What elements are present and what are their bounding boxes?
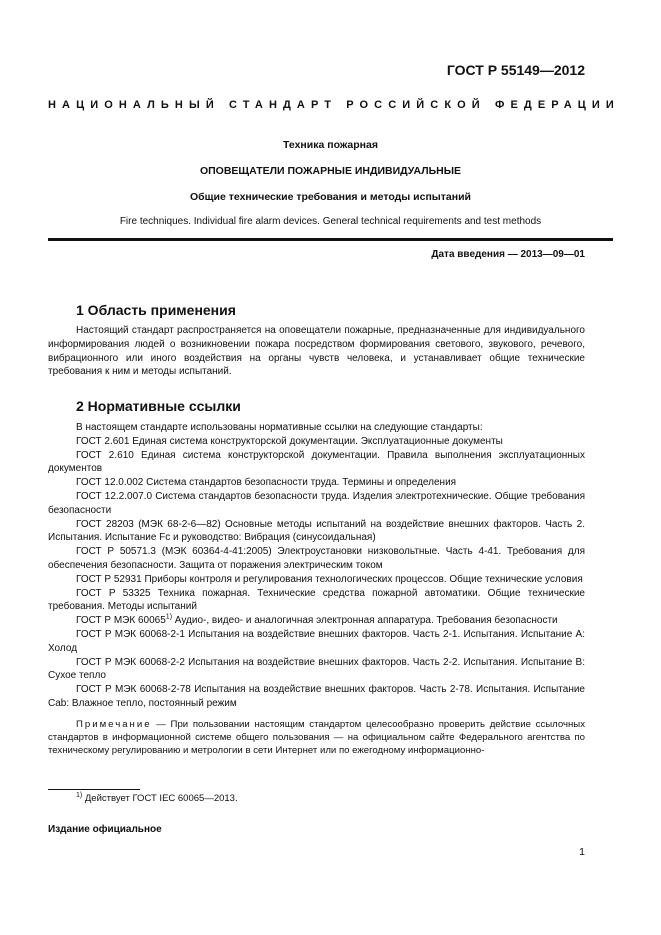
section-2-heading: 2 Нормативные ссылки	[76, 398, 241, 414]
footnote-marker: 1)	[76, 791, 83, 799]
ref-item: ГОСТ Р МЭК 60068-2-78 Испытания на воздействие внешних факторов. Часть 2-78. Испытания. Испытание Cab: Влажное тепло, постоянный режим	[48, 684, 585, 709]
national-standard-banner: НАЦИОНАЛЬНЫЙ СТАНДАРТ РОССИЙСКОЙ ФЕДЕРАЦИИ	[48, 99, 620, 111]
ref-item: ГОСТ Р МЭК 60068-2-1 Испытания на воздействие внешних факторов. Часть 2-1. Испытания. Испытание А: Холод	[48, 628, 585, 654]
ref-item-iec-60065	[48, 614, 585, 628]
note-label: Примечание	[76, 718, 152, 730]
title-english: Fire techniques. Individual fire alarm devices. General technical requirements and test methods	[119, 216, 542, 227]
introduction-date: Дата введения — 2013—09—01	[431, 249, 585, 260]
footnote-text: Действует ГОСТ IEC 60065—2013.	[82, 793, 238, 804]
ref-item: ГОСТ 12.2.007.0 Система стандартов безопасности труда. Изделия электротехнические. Общие требования безопасности	[48, 490, 585, 516]
section-1-body	[48, 324, 585, 379]
footnote	[76, 793, 238, 804]
title-topic: Техника пожарная	[283, 139, 378, 151]
note	[48, 718, 585, 757]
ref-item: ГОСТ Р 50571.3 (МЭК 60364-4-41:2005) Электроустановки низковольтные. Часть 4-41. Требования для обеспечения безопасности. Защита от поражения электрическим током	[48, 546, 585, 571]
ref-item: ГОСТ 2.610 Единая система конструкторской документации. Правила выполнения эксплуатационных документов	[48, 449, 585, 475]
standard-number: ГОСТ Р 55149—2012	[446, 62, 585, 78]
title-main: ОПОВЕЩАТЕЛИ ПОЖАРНЫЕ ИНДИВИДУАЛЬНЫЕ	[199, 165, 462, 177]
section-1-heading: 1 Область применения	[76, 302, 236, 318]
note-text: — При пользовании настоящим стандартом целесообразно проверить действие ссылочных стандартов в информационной системе общего пользования — на официальном сайте Федерального агентства по техническому регулированию и метрологии в сети Интернет или по ежегодному информационно-	[48, 718, 585, 756]
ref-item: ГОСТ Р 53325 Техника пожарная. Технические средства пожарной автоматики. Общие технические требования. Методы испытаний	[48, 587, 585, 613]
ref-iec-rest: Аудио-, видео- и аналогичная электронная аппаратура. Требования безопасности	[172, 615, 558, 627]
footnote-marker: 1)	[165, 613, 173, 621]
title-sub: Общие технические требования и методы испытаний	[190, 191, 471, 203]
ref-item: ГОСТ Р 52931 Приборы контроля и регулирования технологических процессов. Общие технические условия	[76, 573, 583, 585]
section-2-intro: В настоящем стандарте использованы нормативные ссылки на следующие стандарты:	[76, 422, 483, 433]
ref-iec-prefix: ГОСТ Р МЭК 60065	[76, 615, 166, 627]
footnote-divider	[48, 789, 140, 790]
section-1-paragraph: Настоящий стандарт распространяется на оповещатели пожарные, предназначенные для индивидуального информирования людей о возникновении пожара посредством формирования светового, звукового, речевого, вибрационного или иного воздействия на органы чувств человека, и устанавливает общие технические требования к ним и методы испытаний.	[48, 325, 585, 378]
ref-item: ГОСТ Р МЭК 60068-2-2 Испытания на воздействие внешних факторов. Часть 2-2. Испытания. Испытание В: Сухое тепло	[48, 656, 585, 682]
ref-item: ГОСТ 2.601 Единая система конструкторской документации. Эксплуатационные документы	[76, 435, 503, 447]
page-number: 1	[579, 846, 585, 858]
ref-item: ГОСТ 28203 (МЭК 68-2-6—82) Основные методы испытаний на воздействие внешних факторов. Часть 2. Испытания. Испытание Fc и руководство: Вибрация (синусоидальная)	[48, 518, 585, 544]
title-divider	[48, 238, 613, 241]
ref-item: ГОСТ 12.0.002 Система стандартов безопасности труда. Термины и определения	[76, 477, 457, 489]
section-2-body	[48, 421, 585, 757]
official-edition-label: Издание официальное	[48, 824, 162, 835]
